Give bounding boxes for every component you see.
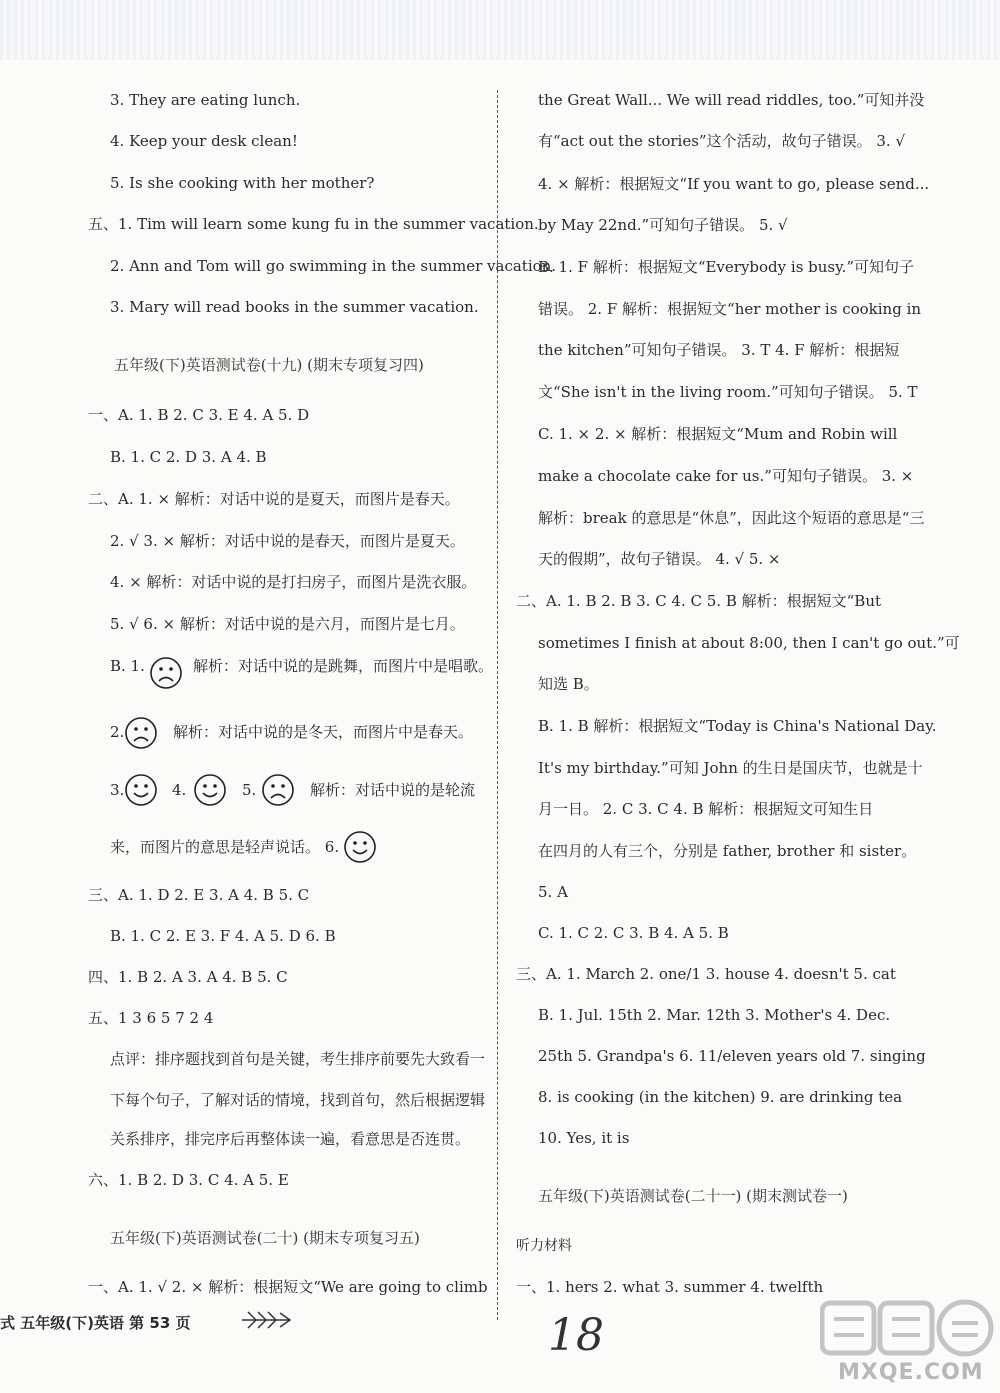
text-line: B. 1. — [110, 657, 145, 675]
text-line: by May 22nd.”可知句子错误。 5. √ — [538, 216, 788, 234]
text-line: 五、1 3 6 5 7 2 4 — [88, 1009, 214, 1027]
text-line: 在四月的人有三个，分别是 father, brother 和 sister。 — [538, 842, 917, 860]
handwritten-page-number: 18 — [548, 1310, 604, 1361]
text-line: 解析：break 的意思是“休息”，因此这个短语的意思是“三 — [538, 509, 925, 527]
text-line: 5. — [242, 781, 257, 799]
text-line: C. 1. × 2. × 解析：根据短文“Mum and Robin will — [538, 425, 898, 443]
sad-face-icon — [124, 716, 158, 750]
text-line: 3. Mary will read books in the summer vacation. — [110, 298, 479, 316]
happy-face-icon — [124, 773, 158, 807]
text-line: 解析：对话中说的是轮流 — [310, 781, 476, 799]
happy-face-icon — [343, 830, 377, 864]
happy-face-icon — [193, 773, 227, 807]
text-line: the Great Wall... We will read riddles, too.”可知并没 — [538, 91, 925, 109]
text-line: 4. — [172, 781, 187, 799]
text-line: 点评：排序题找到首句是关键，考生排序前要先大致看一 — [110, 1050, 486, 1068]
text-line: 25th 5. Grandpa's 6. 11/eleven years old 7. singing — [538, 1047, 926, 1065]
text-line: 5. √ 6. × 解析：对话中说的是六月，而图片是七月。 — [110, 615, 465, 633]
text-line: 4. Keep your desk clean! — [110, 132, 298, 150]
text-line: B. 1. F 解析：根据短文“Everybody is busy.”可知句子 — [538, 258, 915, 276]
text-line: B. 1. C 2. D 3. A 4. B — [110, 448, 267, 466]
text-line: B. 1. C 2. E 3. F 4. A 5. D 6. B — [110, 927, 336, 945]
text-line: It's my birthday.”可知 John 的生日是国庆节，也就是十 — [538, 759, 923, 777]
text-line: 3. They are eating lunch. — [110, 91, 301, 109]
text-line: make a chocolate cake for us.”可知句子错误。 3. × — [538, 467, 914, 485]
arrows-icon — [240, 1308, 295, 1332]
text-line: 有“act out the stories”这个活动，故句子错误。 3. √ — [538, 132, 906, 150]
text-line: 2. Ann and Tom will go swimming in the summer vacation. — [110, 257, 557, 275]
sad-face-icon — [149, 656, 183, 690]
text-line: 二、A. 1. B 2. B 3. C 4. C 5. B 解析：根据短文“But — [516, 592, 882, 610]
text-line: 4. × 解析：对话中说的是打扫房子，而图片是洗衣服。 — [110, 573, 477, 591]
text-line: 一、1. hers 2. what 3. summer 4. twelfth — [516, 1278, 824, 1296]
text-line: 月一日。 2. C 3. C 4. B 解析：根据短文可知生日 — [538, 800, 874, 818]
text-line: 5. A — [538, 883, 568, 901]
text-line: sometimes I finish at about 8:00, then I can't go out.”可 — [538, 634, 960, 652]
text-line: 听力材料 — [516, 1238, 572, 1254]
text-line: 四、1. B 2. A 3. A 4. B 5. C — [88, 968, 288, 986]
text-line: 来，而图片的意思是轻声说话。 6. — [110, 838, 340, 856]
text-line: 六、1. B 2. D 3. C 4. A 5. E — [88, 1171, 289, 1189]
text-line: 5. Is she cooking with her mother? — [110, 174, 375, 192]
text-line: 天的假期”，故句子错误。 4. √ 5. × — [538, 550, 781, 568]
section-title: 五年级(下)英语测试卷(二十) (期末专项复习五) — [110, 1229, 420, 1247]
watermark-url: MXQE.COM — [838, 1360, 984, 1385]
text-line: 下每个句子，了解对话的情境，找到首句，然后根据逻辑 — [110, 1091, 486, 1109]
text-line: B. 1. B 解析：根据短文“Today is China's National Day. — [538, 717, 937, 735]
text-line: 二、A. 1. × 解析：对话中说的是夏天，而图片是春天。 — [88, 490, 460, 508]
text-line: 三、A. 1. March 2. one/1 3. house 4. doesn't 5. cat — [516, 965, 896, 983]
text-line: 2. — [110, 723, 125, 741]
text-line: 8. is cooking (in the kitchen) 9. are drinking tea — [538, 1088, 903, 1106]
page-footer: 式 五年级(下)英语 第 53 页 — [0, 1314, 191, 1332]
text-line: 知选 B。 — [538, 675, 599, 693]
text-line: 三、A. 1. D 2. E 3. A 4. B 5. C — [88, 886, 310, 904]
text-line: 3. — [110, 781, 125, 799]
text-line: 关系排序，排完序后再整体读一遍，看意思是否连贯。 — [110, 1130, 471, 1148]
sad-face-icon — [261, 773, 295, 807]
text-line: the kitchen”可知句子错误。 3. T 4. F 解析：根据短 — [538, 341, 900, 359]
top-scan-band — [0, 0, 1000, 60]
text-line: 解析：对话中说的是冬天，而图片中是春天。 — [173, 723, 474, 741]
text-line: 4. × 解析：根据短文“If you want to go, please send... — [538, 175, 930, 193]
text-line: 文“She isn't in the living room.”可知句子错误。 5. T — [538, 383, 918, 401]
text-line: 一、A. 1. B 2. C 3. E 4. A 5. D — [88, 406, 310, 424]
text-line: 错误。 2. F 解析：根据短文“her mother is cooking in — [538, 300, 922, 318]
text-line: C. 1. C 2. C 3. B 4. A 5. B — [538, 924, 729, 942]
text-line: 五、1. Tim will learn some kung fu in the summer vacation. — [88, 215, 539, 233]
text-line: B. 1. Jul. 15th 2. Mar. 12th 3. Mother's 4. Dec. — [538, 1006, 891, 1024]
text-line: 10. Yes, it is — [538, 1129, 630, 1147]
section-title: 五年级(下)英语测试卷(十九) (期末专项复习四) — [114, 356, 424, 374]
section-title: 五年级(下)英语测试卷(二十一) (期末测试卷一) — [538, 1187, 848, 1205]
text-line: 一、A. 1. √ 2. × 解析：根据短文“We are going to climb — [88, 1278, 488, 1296]
text-line: 解析：对话中说的是跳舞，而图片中是唱歌。 — [193, 657, 494, 675]
text-line: 2. √ 3. × 解析：对话中说的是春天，而图片是夏天。 — [110, 532, 465, 550]
